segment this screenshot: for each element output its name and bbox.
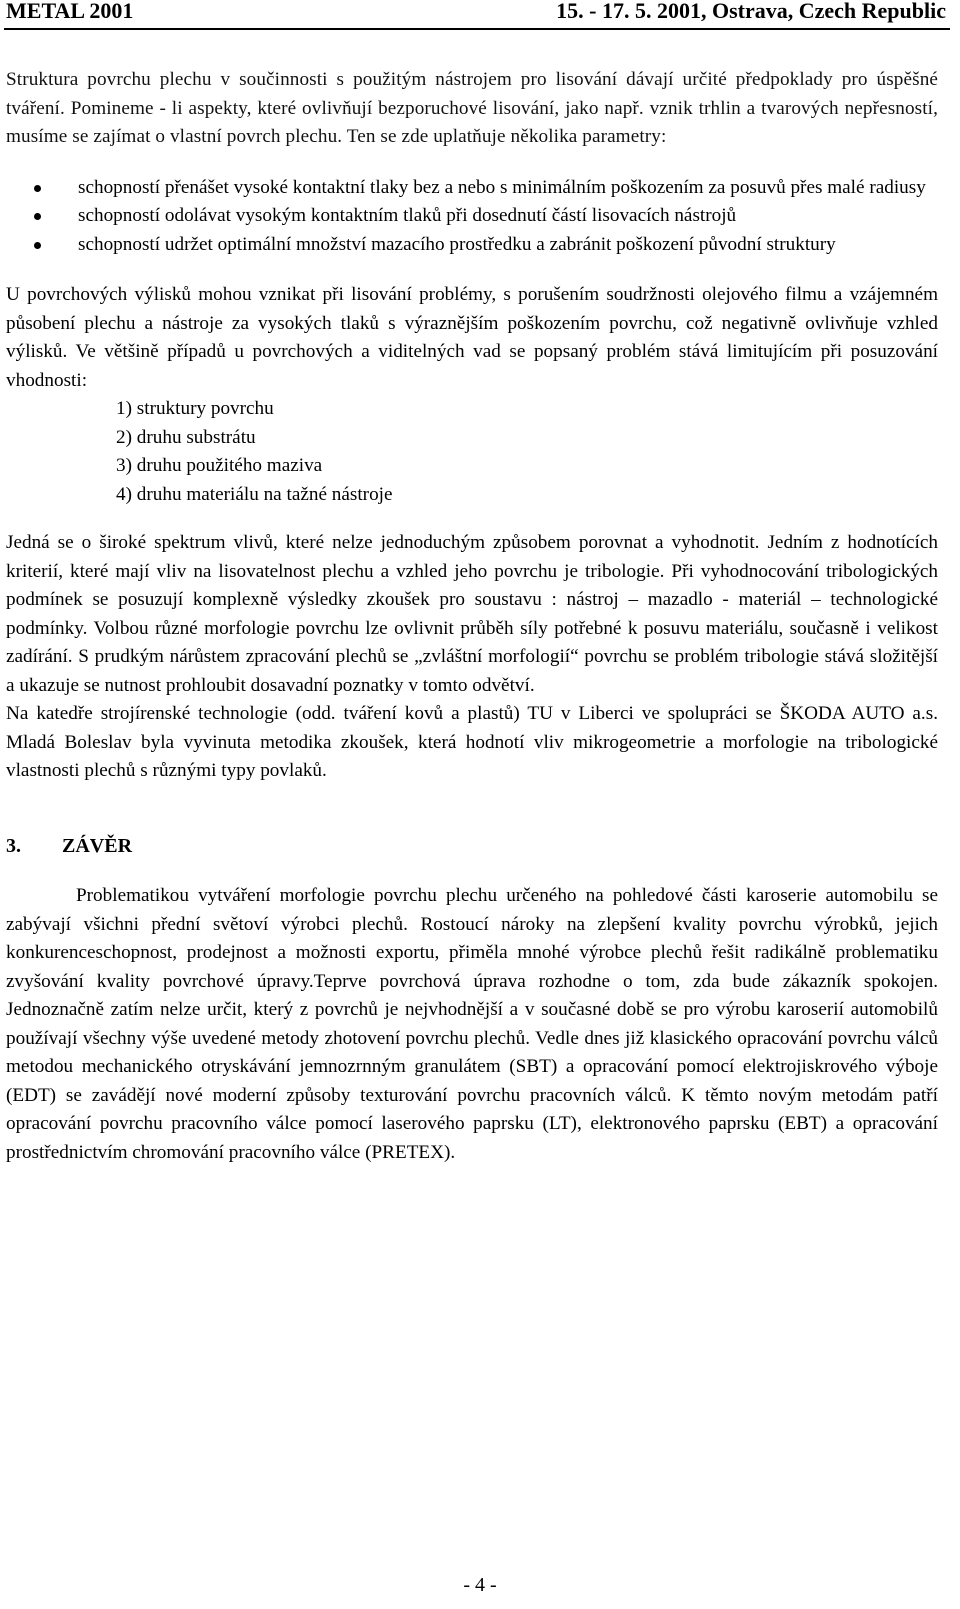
list-item: 3) druhu použitého maziva <box>116 455 323 476</box>
factor-list <box>6 395 938 509</box>
list-item: 4) druhu materiálu na tažné nástroje <box>116 483 393 505</box>
list-item-text: schopností udržet optimální množství mazacího prostředku a zabránit poškození původní struktury <box>78 233 836 255</box>
list-item <box>6 231 938 260</box>
conclusion-paragraph: Problematikou vytváření morfologie povrchu plechu určeného na pohledové části karoserie automobilu se zabývají všichni přední světoví výrobci plechů. Rostoucí nároky na zlepšení kvality povrchu výrobků, jejich konkurenceschopnost, prodejnost a možnosti exportu, přiměla mnohé výrobce plechů řešit radikálně problematiku zvyšování kvality povrchové úpravy.Teprve povrchová úprava rozhodne o tom, zda bude zákazník spokojen. Jednoznačně zatím nelze určit, který z povrchů je nejvhodnější a v současné době se pro výrobu karoserií automobilů používají všechny výše uvedené metody zhotovení povrchu plechů. Vedle dnes již klasického opracování povrchu válců metodou mechanického otryskávání jemnozrnným granulátem (SBT) a opracování pomocí elektrojiskrového výboje (EDT) se zavádějí nové moderní způsoby texturování povrchu pracovních válců. K těmto novým metodám patří opracování povrchu pracovního válce pomocí laserového paprsku (LT), elektronového paprsku (EBT) a opracování prostřednictvím chromování pracovního válce (PRETEX). <box>6 885 938 1163</box>
bullet-icon <box>34 242 41 249</box>
document-body <box>6 66 938 1167</box>
surface-defects-paragraph: U povrchových výlisků mohou vznikat při lisování problémy, s porušením soudržnosti olejového filmu a vzájemném působení plechu a nástroje za vysokých tlaků s výraznějším poškozením povrchu, což negativně ovlivňuje vzhled výlisků. Ve většině případů u povrchových a viditelných vad se popsaný problém stává limitujícím při posuzování vhodnosti: <box>6 284 938 391</box>
list-item: 1) struktury povrchu <box>116 398 274 419</box>
section-heading <box>6 832 938 861</box>
methodology-paragraph: Na katedře strojírenské technologie (odd. tváření kovů a plastů) TU v Liberci ve spolupráci se ŠKODA AUTO a.s. Mladá Boleslav byla vyvinuta metodika zkoušek, která hodnotí vliv mikrogeometrie a morfologie na tribologické vlastnosti plechů s různými typy povlaků. <box>6 703 938 781</box>
bullet-icon <box>34 213 41 220</box>
page-header <box>0 0 960 28</box>
list-item <box>6 174 938 203</box>
list-item: 2) druhu substrátu <box>116 426 256 448</box>
bullet-icon <box>34 185 41 192</box>
page-number: - 4 - <box>463 1574 497 1596</box>
list-item-text: schopností přenášet vysoké kontaktní tlaky bez a nebo s minimálním poškozením za posuvů přes malé radiusy <box>78 176 926 198</box>
parameter-list <box>6 174 938 260</box>
section-title: ZÁVĚR <box>62 834 133 857</box>
section-number: 3. <box>6 834 21 857</box>
list-item-text: schopností odolávat vysokým kontaktním tlaků při dosednutí částí lisovacích nástrojů <box>78 205 737 226</box>
header-divider <box>4 28 950 30</box>
intro-paragraph: Struktura povrchu plechu v součinnosti s použitým nástrojem pro lisování dávají určité předpoklady pro úspěšné tváření. Pomineme - li aspekty, které ovlivňují bezporuchové lisování, jako např. vznik trhlin a tvarových nepřesností, musíme se zajímat o vlastní povrch plechu. Ten se zde uplatňuje několika parametry: <box>6 69 938 147</box>
header-date-location: 15. - 17. 5. 2001, Ostrava, Czech Republic <box>556 0 946 23</box>
list-item <box>6 202 938 231</box>
tribology-paragraph: Jedná se o široké spektrum vlivů, které nelze jednoduchým způsobem porovnat a vyhodnotit. Jedním z hodnotících kriterií, které mají vliv na lisovatelnost plechu a vzhled jeho povrchu je tribologie. Při vyhodnocování tribologických podmínek se posuzují komplexně výsledky zkoušek pro soustavu : nástroj – mazadlo - materiál – technologické podmínky. Volbou různé morfologie povrchu lze ovlivnit průběh síly potřebné k posuvu materiálu, současně i velikost zadírání. S prudkým nárůstem zpracování plechů se „zvláštní morfologií“ povrchu se problém tribologie stává složitější a ukazuje se nutnost prohloubit dosavadní poznatky v tomto odvětví. <box>6 532 938 696</box>
header-conference-title: METAL 2001 <box>6 0 134 23</box>
